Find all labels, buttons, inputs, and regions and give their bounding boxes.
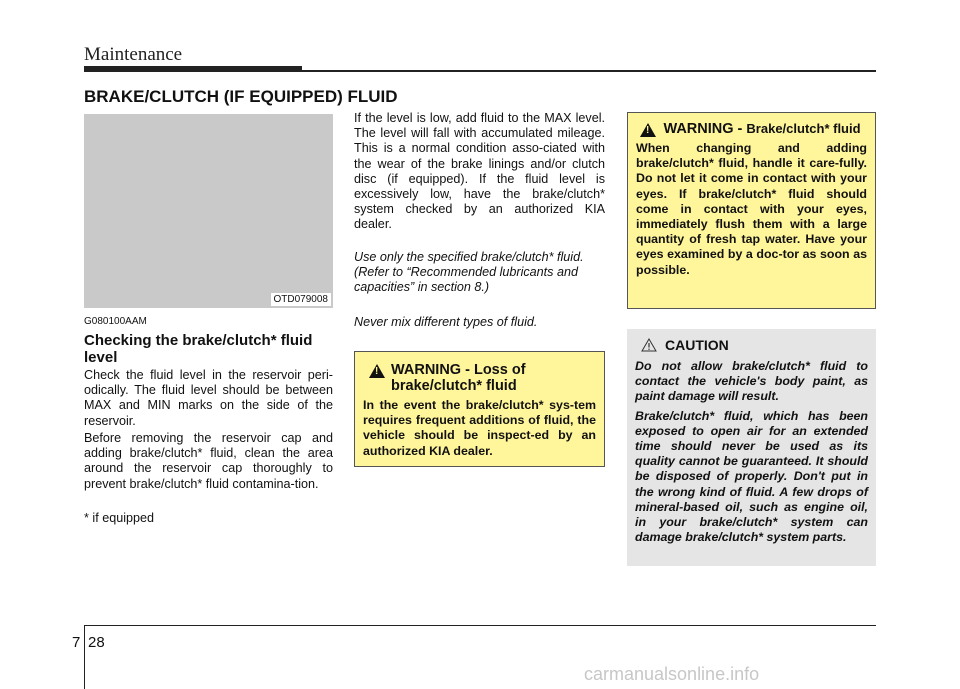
sub-heading: Checking the brake/clutch* fluid level bbox=[84, 332, 313, 366]
caution-paint-text: Do not allow brake/clutch* fluid to contact the vehicle's body paint, as paint damage will result. bbox=[635, 359, 868, 404]
warning-loss-box bbox=[354, 351, 605, 467]
photo-code: OTD079008 bbox=[271, 293, 331, 306]
warning-text: When changing and adding brake/clutch* fluid, handle it care-fully. Do not let it come in contact with your eyes. If brake/clutch* fluid should come in contact with your eyes, immediately flush them with a large quantity of fresh tap water. Have your eyes examined by a doc-tor as soon as possible. bbox=[636, 141, 867, 277]
header-rule bbox=[302, 70, 876, 72]
header-bar bbox=[84, 66, 302, 72]
warning-icon bbox=[640, 123, 656, 137]
warning-title: Loss of brake/clutch* fluid bbox=[391, 362, 526, 394]
specified-fluid-note: Use only the specified brake/clutch* fluid. (Refer to “Recommended lubricants and capacities” in section 8.) bbox=[354, 250, 584, 295]
warning-title: Brake/clutch* fluid bbox=[746, 121, 861, 136]
section-title: BRAKE/CLUTCH (IF EQUIPPED) FLUID bbox=[84, 87, 398, 106]
caution-fluid-text: Brake/clutch* fluid, which has been exposed to open air for an extended time should never be used as its quality cannot be guaranteed. It should be disposed of properly. Don't put in the wrong kind of fluid. A few drops of mineral-based oil, such as engine oil, in your brake/clutch* system can damage brake/clutch* system parts. bbox=[635, 408, 868, 545]
page-number: 28 bbox=[88, 634, 105, 651]
footer-rule bbox=[84, 625, 876, 626]
caution-icon bbox=[641, 338, 657, 352]
footer-divider-vertical bbox=[84, 625, 85, 689]
caution-box bbox=[627, 329, 876, 566]
footnote: * if equipped bbox=[84, 511, 155, 525]
warning-icon bbox=[369, 364, 385, 378]
cleaning-paragraph: Before removing the reservoir cap and adding brake/clutch* fluid, clean the area around the reservoir cap thoroughly to prevent brake/clutch* fluid contamina-tion. bbox=[84, 431, 333, 491]
check-paragraph: Check the fluid level in the reservoir peri-odically. The fluid level should be between MAX and MIN marks on the side of the reservoir. bbox=[84, 368, 333, 428]
warning-label: WARNING - bbox=[391, 362, 470, 378]
header-title: Maintenance bbox=[84, 44, 183, 65]
level-paragraph: If the level is low, add fluid to the MAX level. The level will fall with accumulated mileage. This is a normal condition asso-ciated with the wear of the brake linings and/or clutch disc (if equipped). If the fluid level is excessively low, have the brake/clutch* system checked by an authorized KIA dealer. bbox=[354, 111, 605, 232]
chapter-number: 7 bbox=[72, 634, 81, 651]
warning-label: WARNING - bbox=[663, 121, 743, 137]
watermark: carmanualsonline.info bbox=[584, 664, 760, 684]
section-code: G080100AAM bbox=[84, 316, 147, 327]
warning-text: In the event the brake/clutch* sys-tem requires frequent additions of fluid, the vehicle should be inspect-ed by an authorized KIA dealer. bbox=[363, 398, 596, 458]
warning-fluid-box bbox=[627, 112, 876, 309]
caution-title: CAUTION bbox=[665, 337, 729, 353]
never-mix-note: Never mix different types of fluid. bbox=[354, 315, 538, 329]
reservoir-photo bbox=[84, 114, 333, 308]
